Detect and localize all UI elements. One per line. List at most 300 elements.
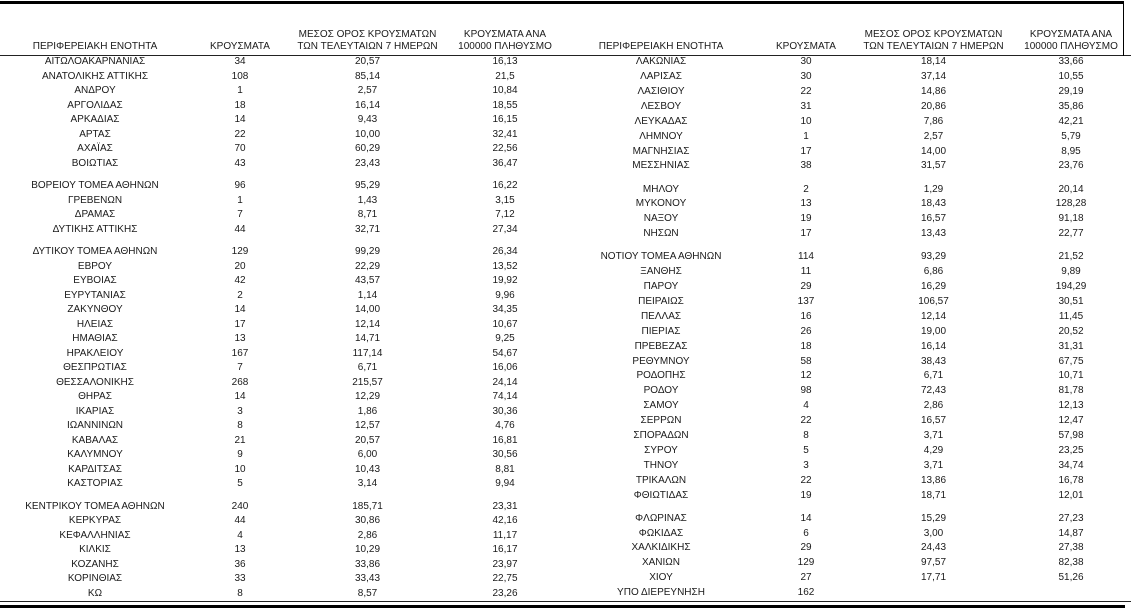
table-row [566,488,1131,503]
per-100k-cell: 27,34 [492,223,518,235]
table-row [566,444,1131,459]
per-100k-cell: 10,84 [492,85,518,96]
per-100k-cell: 12,13 [1058,400,1084,412]
column-header-cases: ΚΡΟΥΣΜΑΤΑ [210,40,270,52]
per-100k-cell: 23,26 [492,587,518,599]
region-name-cell: ΤΡΙΚΑΛΩΝ [635,474,687,486]
table-row [0,113,565,128]
table-row [566,541,1131,556]
per-100k-cell [1011,586,1131,601]
cases-cell: 8 [237,587,243,599]
avg-7day-cell: 99,29 [354,246,381,257]
avg-7day-cell: 6,71 [357,362,378,373]
per-100k-cell: 31,31 [1058,340,1084,352]
group-spacer-cell [0,492,565,500]
cases-cell: 18 [234,99,246,111]
table-row [566,85,1131,100]
region-name-cell: ΧΑΝΙΩΝ [641,557,681,569]
avg-7day-cell: 3,71 [923,459,944,471]
table-row [566,459,1131,474]
cases-cell: 17 [800,228,812,240]
cases-cell: 268 [231,376,249,388]
group-spacer-cell [566,242,1131,250]
avg-7day-cell: 33,43 [354,573,381,584]
avg-7day-cell: 1,14 [357,289,378,301]
avg-7day-cell: 14,00 [354,304,381,315]
per-100k-cell: 8,95 [1061,145,1081,157]
cases-cell: 3 [237,405,243,417]
table-row [0,179,565,194]
cases-cell: 11 [800,266,812,278]
avg-7day-cell: 97,57 [920,557,947,569]
cases-cell: 98 [800,385,812,397]
cases-cell: 34 [234,56,246,67]
table-row [566,159,1131,174]
region-name-cell: ΛΑΚΩΝΙΑΣ [635,56,687,68]
per-100k-cell: 91,18 [1058,213,1084,225]
avg-7day-cell: 106,57 [918,295,949,307]
per-100k-cell: 82,38 [1058,557,1084,569]
avg-7day-cell: 72,43 [920,385,947,397]
per-100k-cell: 4,76 [495,420,515,431]
avg-7day-cell: 2,57 [357,85,378,96]
avg-7day-cell: 37,14 [920,71,947,83]
table-row [566,571,1131,586]
table-row [0,55,565,70]
per-100k-cell: 22,77 [1058,228,1084,240]
avg-7day-cell: 95,29 [354,180,381,191]
region-name-cell: ΛΗΜΝΟΥ [639,130,683,142]
per-100k-cell: 10,55 [1058,71,1084,83]
cases-cell: 22 [800,85,812,97]
per-100k-cell: 32,41 [492,128,518,140]
region-name-cell: ΝΗΣΩΝ [643,228,679,240]
table-row [566,129,1131,144]
cases-cell: 3 [803,459,809,471]
footer-thick-rule [0,605,1125,608]
cases-cell: 36 [234,558,246,570]
cases-cell: 19 [800,489,812,501]
per-100k-cell: 20,14 [1058,183,1084,195]
table-row [0,361,565,376]
table-row [0,405,565,420]
group-spacer-row [566,174,1131,182]
table-row [0,376,565,391]
per-100k-cell: 34,35 [492,304,518,315]
table-row [0,245,565,260]
table-row [566,197,1131,212]
per-100k-cell: 18,55 [492,99,518,111]
per-100k-cell: 57,98 [1058,429,1084,441]
avg-7day-cell: 93,29 [920,251,947,263]
region-name-cell: ΜΥΚΟΝΟΥ [635,198,687,210]
cases-cell: 27 [800,572,812,584]
region-name-cell: ΒΟΡΕΙΟΥ ΤΟΜΕΑ ΑΘΗΝΩΝ [31,180,159,191]
table-row [0,142,565,157]
table-row [566,429,1131,444]
region-name-cell: ΚΩ [87,587,103,599]
per-100k-cell: 10,67 [492,318,518,330]
avg-7day-cell: 3,00 [923,527,944,539]
per-100k-cell: 194,29 [1055,281,1087,293]
per-100k-cell: 36,47 [492,157,518,169]
table-row [0,223,565,238]
region-name-cell: ΥΠΟ ΔΙΕΡΕΥΝΗΣΗ [617,587,705,599]
per-100k-cell: 12,01 [1058,489,1084,501]
table-row [0,477,565,492]
avg-7day-cell: 20,86 [920,100,947,112]
group-spacer-cell [566,503,1131,511]
region-name-cell: ΑΡΤΑΣ [79,128,111,140]
group-spacer-row [0,492,565,500]
column-header-region: ΠΕΡΙΦΕΡΕΙΑΚΗ ΕΝΟΤΗΤΑ [32,40,158,52]
cases-cell: 167 [231,347,249,359]
avg-7day-cell: 17,71 [920,572,947,584]
per-100k-cell: 16,17 [492,544,518,555]
per-100k-cell: 27,38 [1058,542,1084,554]
table-row [0,419,565,434]
per-100k-cell: 22,75 [492,573,518,584]
region-name-cell: ΝΟΤΙΟΥ ΤΟΜΕΑ ΑΘΗΝΩΝ [600,251,722,263]
region-name-cell: ΑΧΑΪΑΣ [77,143,113,154]
region-name-cell: ΚΕΡΚΥΡΑΣ [68,515,122,526]
per-100k-cell: 54,67 [492,347,518,359]
cases-cell: 30 [800,71,812,83]
table-row [0,194,565,209]
table-row [566,384,1131,399]
per-100k-cell: 19,92 [492,275,518,286]
region-name-cell: ΞΑΝΘΗΣ [640,266,682,278]
cases-cell: 129 [797,557,815,569]
region-name-cell: ΛΑΣΙΘΙΟΥ [637,85,685,97]
region-name-cell: ΠΡΕΒΕΖΑΣ [634,340,688,352]
avg-7day-cell: 8,57 [357,587,378,599]
cases-cell: 44 [234,515,246,526]
cases-cell: 42 [234,275,246,286]
per-100k-cell: 21,5 [495,70,515,82]
cases-cell: 22 [234,128,246,140]
region-name-cell: ΧΙΟΥ [649,572,673,584]
region-name-cell: ΑΡΓΟΛΙΔΑΣ [67,99,123,111]
avg-7day-cell: 16,29 [920,281,947,293]
region-name-cell: ΓΡΕΒΕΝΩΝ [67,194,123,206]
table-row [566,115,1131,130]
avg-7day-cell: 19,00 [920,325,947,337]
cases-cell: 5 [237,478,243,489]
per-100k-cell: 16,06 [492,362,518,373]
region-name-cell: ΛΕΥΚΑΔΑΣ [634,115,688,127]
avg-7day-cell: 22,29 [354,260,381,272]
avg-7day-cell: 9,43 [357,114,378,125]
region-name-cell: ΣΥΡΟΥ [644,444,678,456]
avg-7day-cell: 33,86 [354,558,381,570]
region-name-cell: ΘΕΣΣΑΛΟΝΙΚΗΣ [56,376,134,388]
avg-7day-cell: 24,43 [920,542,947,554]
cases-cell: 2 [237,289,243,301]
avg-7day-cell: 3,71 [923,429,944,441]
column-header-cases: ΚΡΟΥΣΜΑΤΑ [776,40,836,52]
table-row [0,332,565,347]
per-100k-cell: 23,31 [492,500,518,512]
per-100k-cell: 74,14 [492,391,518,402]
per-100k-cell: 23,25 [1058,444,1084,456]
per-100k-cell: 12,47 [1058,415,1084,427]
region-name-cell: ΕΥΒΟΙΑΣ [73,275,117,286]
table-row [0,347,565,362]
avg-7day-cell: 85,14 [354,70,381,82]
cases-cell: 129 [231,246,249,257]
region-name-cell: ΗΛΕΙΑΣ [76,318,114,330]
per-100k-cell: 10,71 [1058,370,1084,382]
per-100k-cell: 26,34 [492,246,518,257]
per-100k-cell: 20,52 [1058,325,1084,337]
cases-cell: 108 [231,70,249,82]
header-row [566,0,1131,55]
cases-cell: 33 [234,573,246,584]
per-100k-cell: 5,79 [1061,130,1081,142]
table-row [566,473,1131,488]
avg-7day-cell: 2,86 [923,400,944,412]
avg-7day-cell: 18,43 [920,198,947,210]
region-name-cell: ΕΥΡΥΤΑΝΙΑΣ [64,289,126,301]
cases-cell: 9 [237,449,243,460]
avg-7day-cell: 20,57 [354,434,381,446]
region-name-cell: ΣΑΜΟΥ [643,400,679,412]
region-name-cell: ΑΝΑΤΟΛΙΚΗΣ ΑΤΤΙΚΗΣ [41,70,149,82]
table-row [0,128,565,143]
cases-cell: 1 [237,85,243,96]
per-100k-cell: 7,12 [495,209,515,220]
avg-7day-cell: 8,71 [357,209,378,220]
avg-7day-cell: 30,86 [354,515,381,526]
table-row [566,212,1131,227]
cases-cell: 13 [800,198,812,210]
avg-7day-cell: 185,71 [352,500,383,512]
region-name-cell: ΚΟΖΑΝΗΣ [71,558,119,570]
column-header-per-100k: ΚΡΟΥΣΜΑΤΑ ΑΝΑ 100000 ΠΛΗΘΥΣΜΟ [458,29,552,52]
avg-7day-cell: 32,71 [354,223,381,235]
table-row [566,369,1131,384]
cases-cell: 17 [800,145,812,157]
group-spacer-row [0,237,565,245]
table-row [0,463,565,478]
table-row [0,289,565,304]
region-name-cell: ΦΘΙΩΤΙΔΑΣ [633,489,689,501]
region-name-cell: ΠΙΕΡΙΑΣ [641,325,681,337]
region-name-cell: ΦΛΩΡΙΝΑΣ [635,512,687,524]
avg-7day-cell: 15,29 [920,512,947,524]
region-name-cell: ΡΕΘΥΜΝΟΥ [632,355,690,367]
cases-cell: 38 [800,160,812,172]
region-name-cell: ΔΥΤΙΚΟΥ ΤΟΜΕΑ ΑΘΗΝΩΝ [32,246,158,257]
table-row [0,318,565,333]
per-100k-cell: 34,74 [1058,459,1084,471]
region-name-cell: ΛΑΡΙΣΑΣ [640,71,682,83]
per-100k-cell: 51,26 [1058,572,1084,584]
cases-cell: 14 [800,512,812,524]
table-row [0,157,565,172]
region-name-cell: ΙΩΑΝΝΙΝΩΝ [66,420,124,431]
region-name-cell: ΧΑΛΚΙΔΙΚΗΣ [631,542,691,554]
avg-7day-cell: 16,14 [354,99,381,111]
avg-7day-cell: 6,71 [923,370,944,382]
per-100k-cell: 29,19 [1058,85,1084,97]
per-100k-cell: 21,52 [1058,251,1084,263]
table-row [566,414,1131,429]
header-row [0,0,565,55]
cases-cell: 7 [237,209,243,220]
cases-cell: 6 [803,527,809,539]
region-name-cell: ΙΚΑΡΙΑΣ [75,405,115,417]
avg-7day-cell: 16,57 [920,213,947,225]
per-100k-cell: 9,89 [1061,266,1081,278]
cases-cell: 70 [234,143,246,154]
avg-7day-cell: 14,71 [354,333,381,344]
avg-7day-cell: 1,86 [357,405,378,417]
per-100k-cell: 16,81 [492,434,518,446]
table-row [566,339,1131,354]
table-row [0,99,565,114]
per-100k-cell: 9,25 [495,333,515,344]
per-100k-cell: 14,87 [1058,527,1084,539]
avg-7day-cell: 14,86 [920,85,947,97]
per-100k-cell: 9,94 [495,478,515,489]
region-name-cell: ΘΕΣΠΡΩΤΙΑΣ [63,362,127,373]
cases-cell: 4 [237,529,243,541]
cases-cell: 13 [234,544,246,555]
avg-7day-cell: 12,14 [354,318,381,330]
per-100k-cell: 35,86 [1058,100,1084,112]
table-row [566,325,1131,340]
table-row [0,434,565,449]
table-row [0,572,565,587]
avg-7day-cell: 43,57 [354,275,381,286]
table-row [0,543,565,558]
region-name-cell: ΔΡΑΜΑΣ [74,209,116,220]
per-100k-cell: 16,13 [492,56,518,67]
table-row [566,227,1131,242]
avg-7day-cell: 18,71 [920,489,947,501]
avg-7day-cell: 12,57 [354,420,381,431]
region-name-cell: ΚΙΛΚΙΣ [79,544,111,555]
per-100k-cell: 27,23 [1058,512,1084,524]
table-row [0,208,565,223]
table-row [0,514,565,529]
group-spacer-cell [0,237,565,245]
avg-7day-cell: 20,57 [354,56,381,67]
regional-cases-table-right [566,0,1131,601]
cases-cell: 4 [803,400,809,412]
cases-cell: 29 [800,281,812,293]
table-row [566,399,1131,414]
region-name-cell: ΜΑΓΝΗΣΙΑΣ [632,145,690,157]
region-name-cell: ΚΑΣΤΟΡΙΑΣ [67,478,123,489]
region-name-cell: ΑΡΚΑΔΙΑΣ [70,114,120,125]
table-row [0,558,565,573]
cases-cell: 96 [234,180,246,191]
region-name-cell: ΚΑΒΑΛΑΣ [71,434,119,446]
table-row [566,265,1131,280]
table-row [0,84,565,99]
avg-7day-cell: 18,14 [920,56,947,68]
region-name-cell: ΚΟΡΙΝΘΙΑΣ [67,573,123,584]
cases-cell: 22 [800,474,812,486]
group-spacer-row [566,503,1131,511]
region-name-cell: ΠΕΛΛΑΣ [640,310,682,322]
per-100k-cell: 24,14 [492,376,518,388]
regional-cases-table-left [0,0,565,601]
avg-7day-cell: 38,43 [920,355,947,367]
table-row [0,587,565,602]
avg-7day-cell: 215,57 [352,376,383,388]
per-100k-cell: 128,28 [1055,198,1087,210]
avg-7day-cell: 10,00 [354,128,381,140]
avg-7day-cell [856,586,1011,601]
avg-7day-cell: 16,57 [920,415,947,427]
cases-cell: 20 [234,260,246,272]
cases-cell: 5 [803,444,809,456]
per-100k-cell: 16,78 [1058,474,1084,486]
region-name-cell: ΗΜΑΘΙΑΣ [72,333,118,344]
per-100k-cell: 11,17 [492,529,518,541]
region-name-cell: ΚΕΝΤΡΙΚΟΥ ΤΟΜΕΑ ΑΘΗΝΩΝ [25,500,165,512]
per-100k-cell: 3,15 [495,194,515,206]
cases-cell: 2 [803,183,809,195]
table-row [0,274,565,289]
avg-7day-cell: 13,43 [920,228,947,240]
table-row [566,295,1131,310]
avg-7day-cell: 60,29 [354,143,381,154]
per-100k-cell: 16,22 [492,180,518,191]
cases-cell: 19 [800,213,812,225]
region-name-cell: ΕΒΡΟΥ [77,260,113,272]
per-100k-cell: 11,45 [1058,310,1084,322]
table-row [566,100,1131,115]
cases-cell: 1 [237,194,243,206]
avg-7day-cell: 23,43 [354,157,381,169]
per-100k-cell: 67,75 [1058,355,1084,367]
avg-7day-cell: 4,29 [923,444,944,456]
region-name-cell: ΠΕΙΡΑΙΩΣ [638,295,684,307]
region-name-cell: ΜΕΣΣΗΝΙΑΣ [632,160,690,172]
cases-cell: 21 [234,434,246,446]
region-name-cell: ΠΑΡΟΥ [643,281,679,293]
avg-7day-cell: 13,86 [920,474,947,486]
per-100k-cell: 30,56 [492,449,518,460]
cases-cell: 17 [234,318,246,330]
table-row [0,303,565,318]
per-100k-cell: 42,16 [492,515,518,526]
region-name-cell: ΖΑΚΥΝΘΟΥ [67,304,123,315]
avg-7day-cell: 1,43 [357,194,378,206]
group-spacer-cell [0,171,565,179]
cases-cell: 14 [234,391,246,402]
cases-cell: 29 [800,542,812,554]
region-name-cell: ΑΙΤΩΛΟΑΚΑΡΝΑΝΙΑΣ [44,56,146,67]
table-row [0,70,565,85]
region-name-cell: ΜΗΛΟΥ [642,183,680,195]
table-row [566,55,1131,70]
cases-cell: 14 [234,304,246,315]
column-header-region: ΠΕΡΙΦΕΡΕΙΑΚΗ ΕΝΟΤΗΤΑ [598,40,724,52]
cases-cell: 162 [797,587,815,599]
region-name-cell: ΔΥΤΙΚΗΣ ΑΤΤΙΚΗΣ [52,223,138,235]
table-row [566,250,1131,265]
avg-7day-cell: 31,57 [920,160,947,172]
region-name-cell: ΤΗΝΟΥ [643,459,679,471]
cases-cell: 8 [237,420,243,431]
region-name-cell: ΛΕΣΒΟΥ [640,100,682,112]
